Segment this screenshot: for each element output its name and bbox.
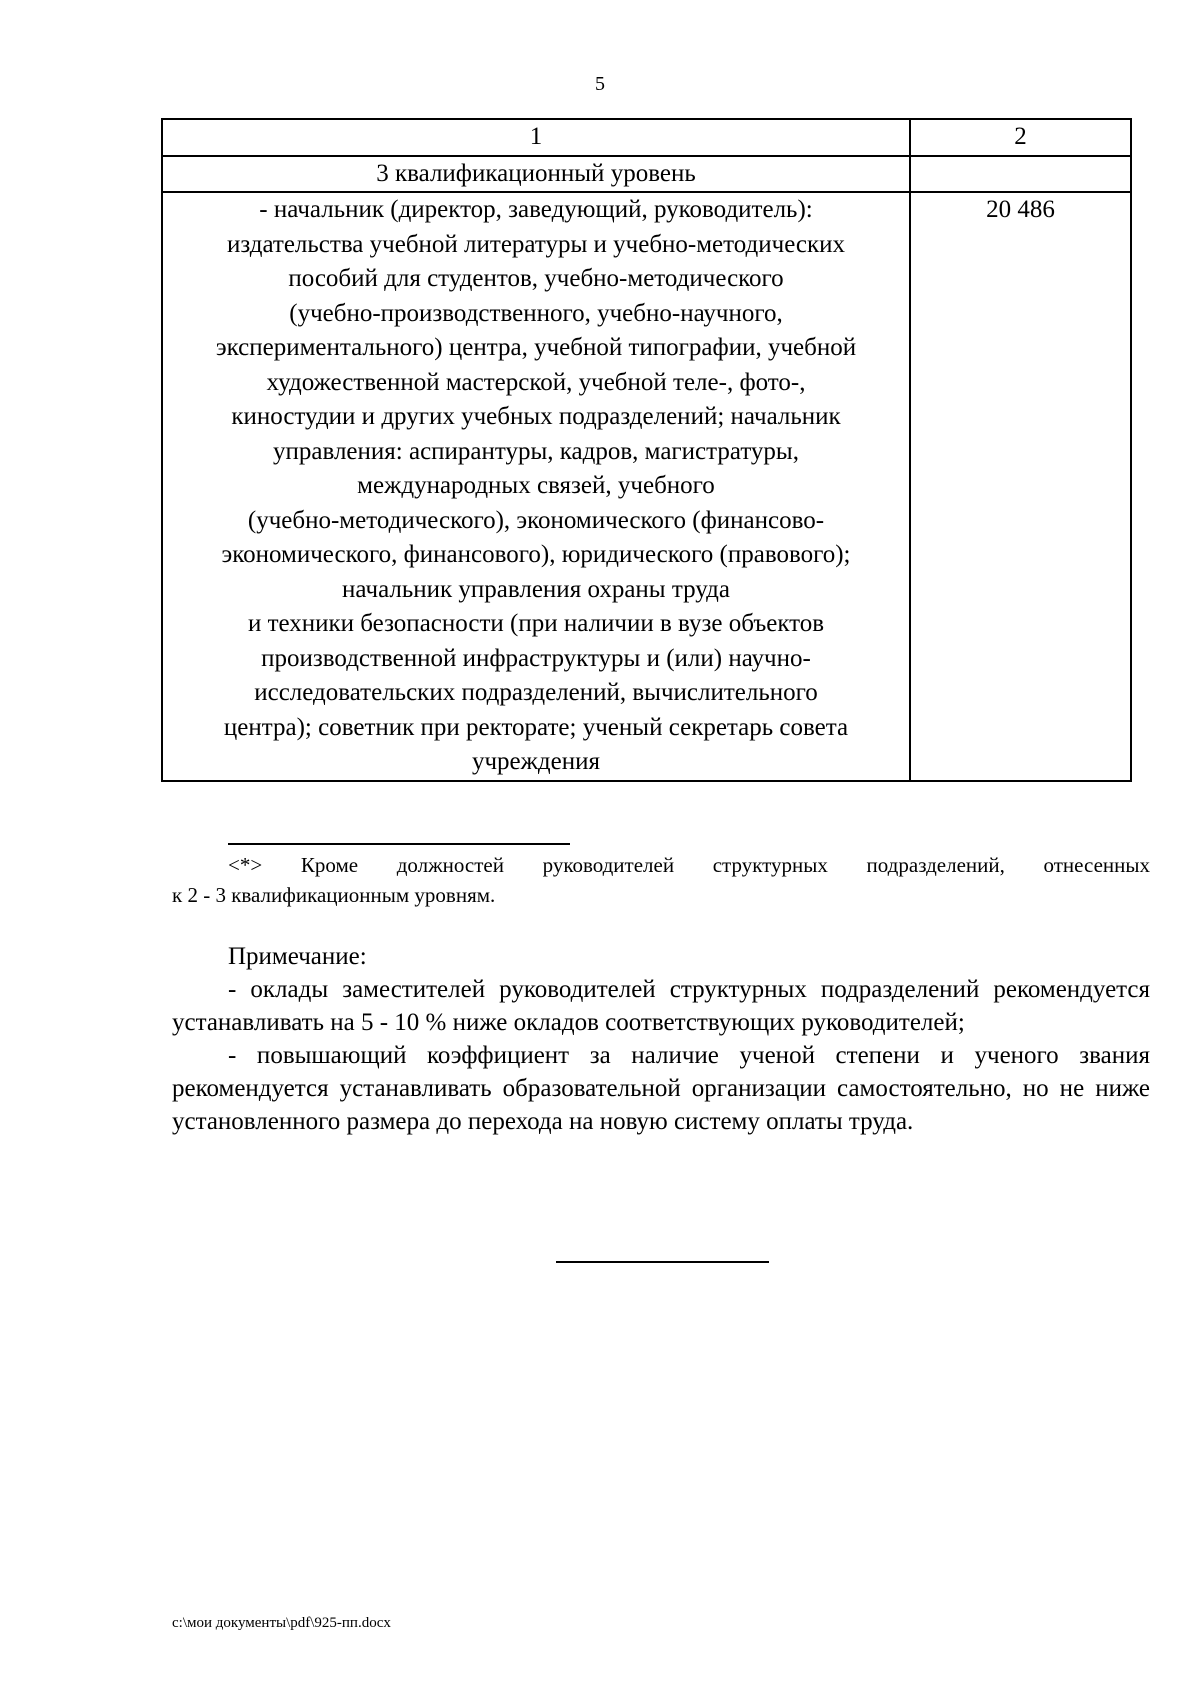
position-description-line: международных связей, учебного — [357, 472, 715, 499]
notes-section — [172, 940, 1150, 1138]
footnote-line: к 2 - 3 квалификационным уровням. — [172, 883, 496, 907]
table-header-cell: 1 — [162, 119, 910, 156]
position-description-line: (учебно-производственного, учебно-научного, — [289, 299, 783, 327]
salary-value: 20 486 — [910, 192, 1131, 781]
salary-table — [161, 118, 1132, 782]
table-header-row — [162, 119, 1131, 156]
table-section-row — [162, 156, 1131, 193]
end-divider — [556, 1261, 769, 1263]
qualification-level-label: 3 квалификационный уровень — [162, 156, 910, 193]
position-description-cell — [162, 192, 910, 781]
position-description-line: - начальник (директор, заведующий, руководитель): — [259, 196, 813, 223]
page-number: 5 — [595, 73, 605, 95]
table-row — [162, 192, 1131, 781]
position-description-line: издательства учебной литературы и учебно-методических — [226, 230, 846, 258]
footnote-divider — [228, 843, 570, 845]
table-header-cell: 2 — [910, 119, 1131, 156]
note-item: - повышающий коэффициент за наличие ученой степени и ученого звания рекомендуется устанавливать образовательной организации самостоятельно, но не ниже установленного размера до перехода на новую систему оплаты труда. — [172, 1042, 1150, 1135]
position-description-line: художественной мастерской, учебной теле-, фото-, — [266, 368, 806, 396]
footnote-line: <*> Кроме должностей руководителей структурных подразделений, отнесенных — [228, 853, 1150, 877]
position-description-line: исследовательских подразделений, вычислительного — [254, 679, 818, 706]
footnote — [172, 850, 1150, 910]
position-description-line: начальник управления охраны труда — [342, 575, 730, 603]
position-description-line: (учебно-методического), экономического (финансово- — [247, 506, 825, 534]
position-description-line: киностудии и других учебных подразделений; начальник — [231, 403, 841, 430]
position-description-line: экономического, финансового), юридического (правового); — [221, 541, 851, 568]
position-description-line: производственной инфраструктуры и (или) научно- — [261, 644, 811, 672]
position-description-line: центра); советник при ректорате; ученый секретарь совета — [223, 713, 849, 741]
notes-heading: Примечание: — [228, 943, 367, 970]
position-description-line: экспериментального) центра, учебной типографии, учебной — [215, 334, 857, 361]
position-description-line: пособий для студентов, учебно-методического — [288, 265, 784, 292]
qualification-level-value — [910, 156, 1131, 193]
file-path: c:\мои документы\pdf\925-пп.docx — [172, 1615, 391, 1631]
position-description-line: управления: аспирантуры, кадров, магистратуры, — [273, 437, 799, 465]
note-item: - оклады заместителей руководителей структурных подразделений рекомендуется устанавливать на 5 - 10 % ниже окладов соответствующих руководителей; — [172, 976, 1150, 1036]
position-description-line: и техники безопасности (при наличии в вузе объектов — [247, 610, 825, 637]
position-description-line: учреждения — [471, 748, 600, 775]
